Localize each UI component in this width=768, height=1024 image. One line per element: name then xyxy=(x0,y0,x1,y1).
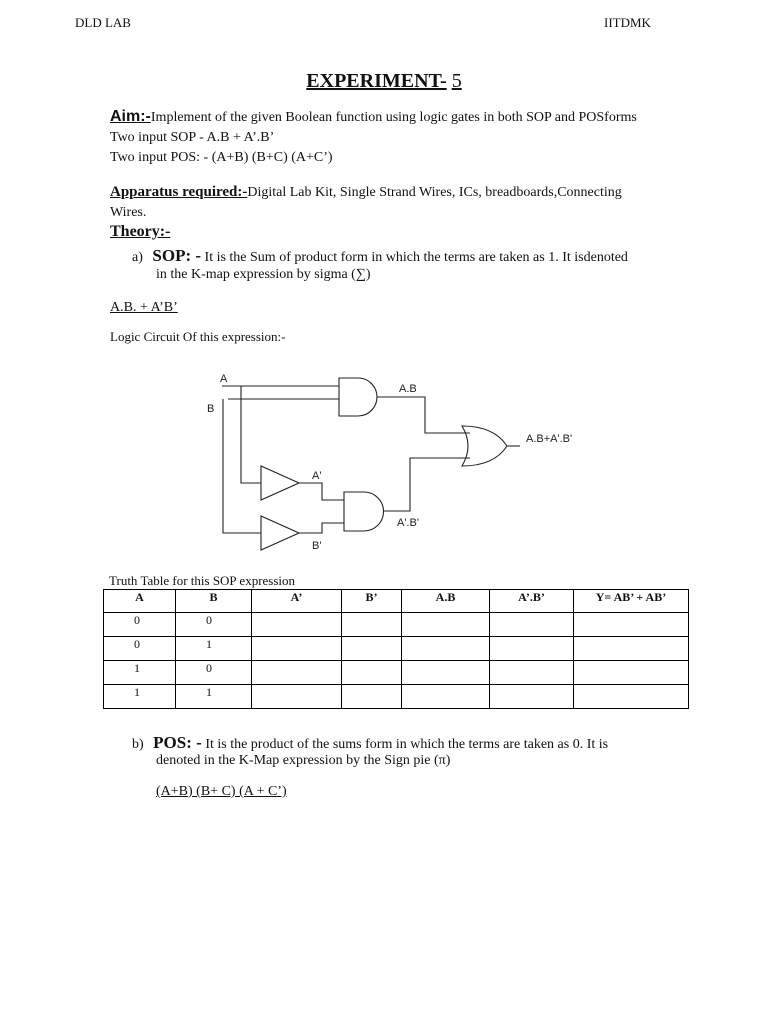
apparatus-text: Digital Lab Kit, Single Strand Wires, ICs, breadboards,Connecting xyxy=(247,185,622,200)
table-cell-empty xyxy=(402,637,490,661)
title-number: 5 xyxy=(451,70,462,92)
sop-text-cont: in the K-map expression by sigma (∑) xyxy=(156,267,371,282)
and-gate-1-shape xyxy=(339,378,377,416)
not-a-output-label: A' xyxy=(312,470,322,482)
table-cell-a: 0 xyxy=(104,637,176,661)
table-header-cell: A.B xyxy=(402,590,490,613)
input-b-label: B xyxy=(207,403,215,415)
apparatus-text-cont: Wires. xyxy=(110,205,147,220)
aim-label: Aim:- xyxy=(110,108,151,125)
input-a-label: A xyxy=(220,373,228,385)
not-b-output-label: B' xyxy=(312,540,322,552)
theory-label: Theory:- xyxy=(110,223,171,240)
and-gate-2-shape xyxy=(344,492,384,531)
aim-text: Implement of the given Boolean function using logic gates in both SOP and POSforms xyxy=(150,110,637,125)
table-header-cell: Y= AB’ + AB’ xyxy=(574,590,689,613)
table-header-cell: A’.B’ xyxy=(490,590,574,613)
truth-table-caption: Truth Table for this SOP expression xyxy=(109,573,296,588)
table-cell-b: 1 xyxy=(176,685,252,709)
table-cell-empty xyxy=(252,613,342,637)
table-cell-empty xyxy=(342,613,402,637)
table-cell-empty xyxy=(342,661,402,685)
table-row xyxy=(104,661,689,685)
pos-marker: b) xyxy=(132,737,144,752)
table-row xyxy=(104,685,689,709)
table-cell-empty xyxy=(252,661,342,685)
table-cell-empty xyxy=(490,613,574,637)
table-cell-b: 0 xyxy=(176,661,252,685)
not-gate-a-shape xyxy=(261,466,299,500)
circuit-caption: Logic Circuit Of this expression:- xyxy=(110,329,286,344)
and1-output-label: A.B xyxy=(399,383,417,395)
sop-expression: A.B. + A’B’ xyxy=(110,300,178,315)
table-cell-b: 0 xyxy=(176,613,252,637)
table-cell-a: 1 xyxy=(104,685,176,709)
table-cell-empty xyxy=(490,637,574,661)
table-header-cell: A xyxy=(104,590,176,613)
sop-sep: : - xyxy=(185,246,202,265)
sop-term: SOP xyxy=(152,246,186,265)
aim-sop-line: Two input SOP - A.B + A’.B’ xyxy=(110,130,275,145)
or-gate-shape xyxy=(462,426,507,466)
table-cell-empty xyxy=(342,685,402,709)
pos-item xyxy=(132,733,608,753)
sop-text: It is the Sum of product form in which the terms are taken as 1. It isdenoted xyxy=(204,250,628,265)
table-cell-a: 0 xyxy=(104,613,176,637)
table-header-cell: B xyxy=(176,590,252,613)
truth-table xyxy=(103,589,689,709)
table-cell-empty xyxy=(574,685,689,709)
table-cell-empty xyxy=(574,613,689,637)
pos-text-cont: denoted in the K-Map expression by the Sign pie (π) xyxy=(156,753,451,768)
table-cell-empty xyxy=(490,685,574,709)
not-gate-b-shape xyxy=(261,516,299,550)
table-cell-empty xyxy=(574,637,689,661)
table-cell-empty xyxy=(342,637,402,661)
table-cell-empty xyxy=(402,661,490,685)
or-output-label: A.B+A'.B' xyxy=(526,433,573,445)
truth-table-header-row xyxy=(104,590,689,613)
table-cell-b: 1 xyxy=(176,637,252,661)
title-main: EXPERIMENT- xyxy=(306,70,447,92)
pos-expression: (A+B) (B+ C) (A + C’) xyxy=(156,784,287,799)
header-left: DLD LAB xyxy=(75,15,131,30)
pos-text: It is the product of the sums form in which the terms are taken as 0. It is xyxy=(205,737,609,752)
table-row xyxy=(104,613,689,637)
aim-pos-line: Two input POS: - (A+B) (B+C) (A+C’) xyxy=(110,150,333,165)
pos-term: POS xyxy=(153,733,187,752)
apparatus-label: Apparatus required:- xyxy=(110,184,248,200)
pos-sep: : - xyxy=(186,733,202,752)
table-row xyxy=(104,637,689,661)
table-cell-empty xyxy=(402,685,490,709)
table-header-cell: A’ xyxy=(252,590,342,613)
table-cell-empty xyxy=(574,661,689,685)
table-cell-empty xyxy=(252,637,342,661)
table-header-cell: B’ xyxy=(342,590,402,613)
table-cell-empty xyxy=(490,661,574,685)
table-cell-a: 1 xyxy=(104,661,176,685)
and2-output-label: A'.B' xyxy=(397,517,419,529)
header-right: IITDMK xyxy=(604,15,651,30)
sop-marker: a) xyxy=(132,250,143,265)
table-cell-empty xyxy=(402,613,490,637)
table-cell-empty xyxy=(252,685,342,709)
